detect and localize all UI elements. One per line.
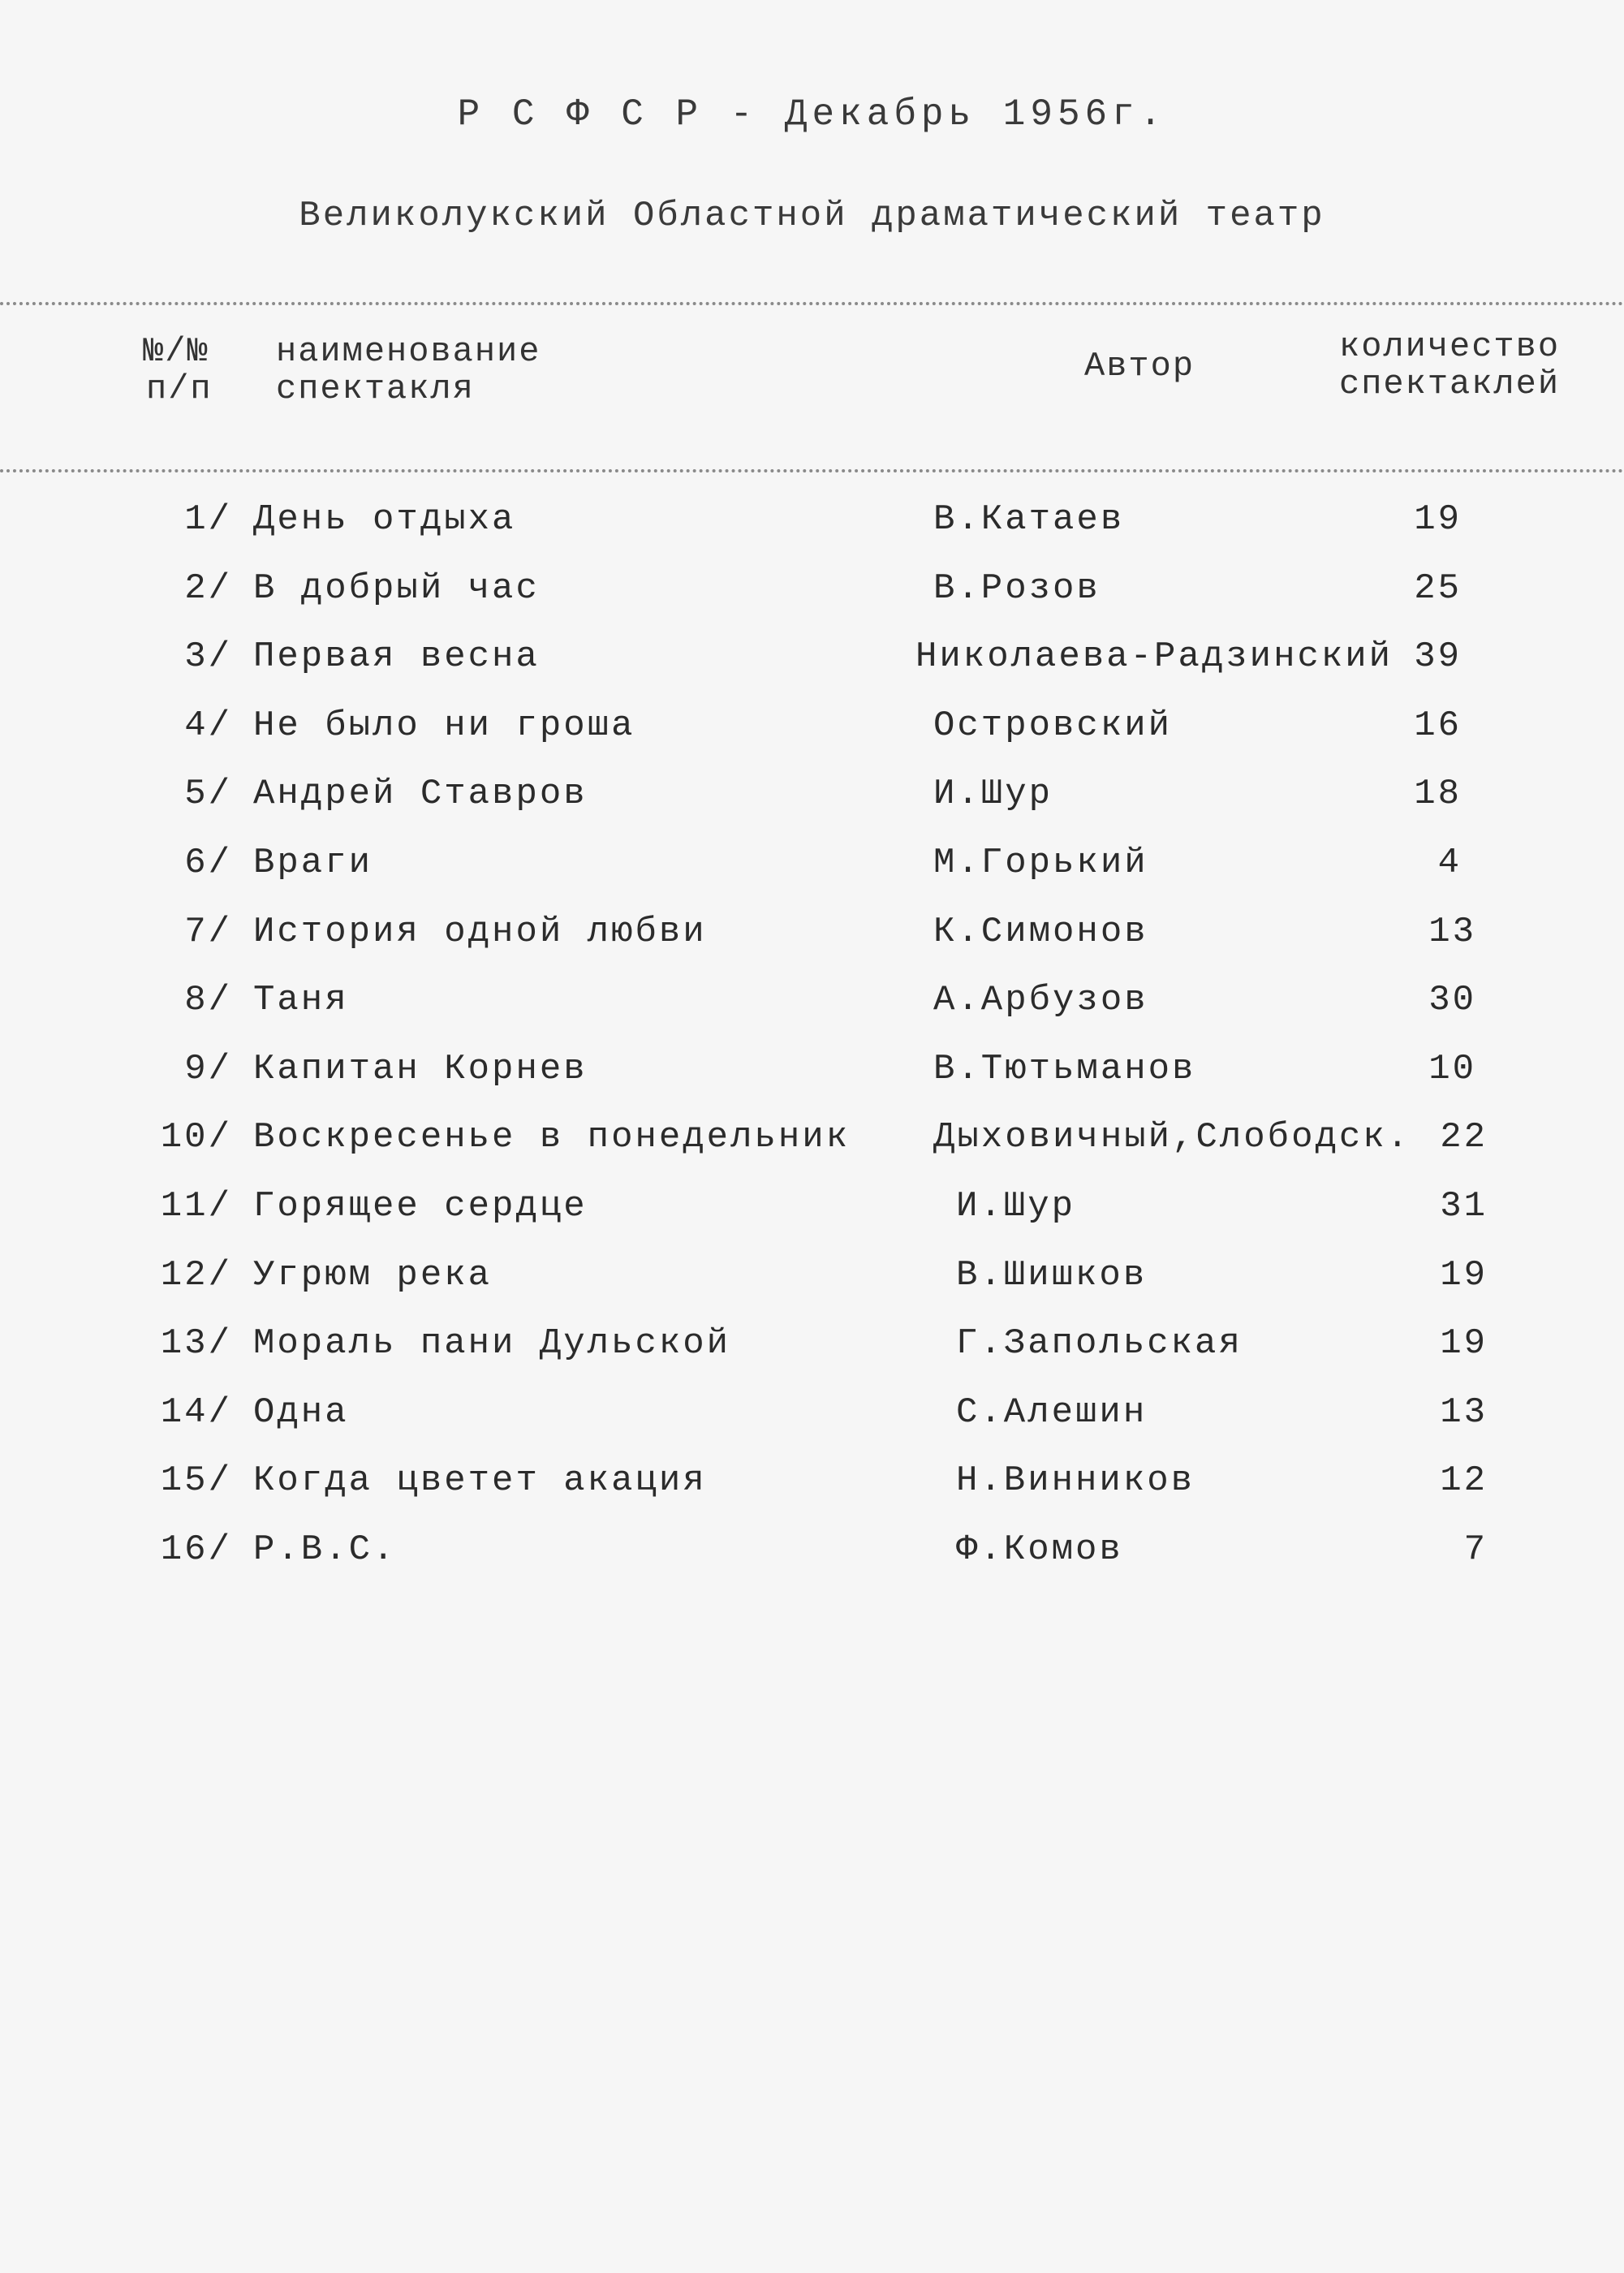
- table-row: [0, 1119, 1624, 1184]
- performance-author: Ф.Комов: [956, 1529, 1123, 1570]
- row-number: 2/: [184, 567, 232, 609]
- performance-author: Г.Запольская: [956, 1323, 1243, 1365]
- table-top-rule: [0, 302, 1624, 305]
- row-number: 14/: [160, 1391, 232, 1433]
- performance-count: 13: [1428, 911, 1476, 952]
- row-number: 7/: [184, 911, 232, 952]
- table-row: [0, 499, 1624, 567]
- table-row: [0, 1048, 1624, 1116]
- performance-count: 4: [1437, 843, 1462, 883]
- row-number: 11/: [160, 1186, 232, 1227]
- performance-title: Угрюм река: [253, 1254, 493, 1296]
- performance-count: 39: [1414, 636, 1462, 678]
- table-row: [0, 1188, 1624, 1253]
- performance-title: Горящее сердце: [253, 1186, 588, 1227]
- performance-title: Враги: [253, 843, 373, 883]
- performance-count: 18: [1414, 774, 1462, 815]
- table-row: [0, 1323, 1624, 1391]
- performance-title: Мораль пани Дульской: [253, 1323, 731, 1365]
- document-title: Р С Ф С Р - Декабрь 1956г.: [457, 93, 1167, 136]
- performance-author: И.Шур: [956, 1186, 1076, 1227]
- performance-author: В.Тютьманов: [933, 1048, 1196, 1089]
- row-number: 3/: [184, 636, 232, 678]
- column-author-label: Автор: [1084, 347, 1195, 386]
- performance-title: В добрый час: [253, 567, 540, 609]
- table-row: [0, 982, 1624, 1047]
- row-number: 1/: [184, 499, 232, 540]
- row-number: 6/: [184, 843, 232, 883]
- performance-count: 25: [1414, 567, 1462, 609]
- performance-count: 10: [1428, 1048, 1476, 1089]
- performance-author: Дыховичный,Слободск.: [933, 1117, 1411, 1158]
- performance-count: 12: [1440, 1460, 1488, 1502]
- performance-title: Первая весна: [253, 636, 540, 678]
- performance-author: Островский: [933, 705, 1173, 746]
- performance-author: А.Арбузов: [933, 980, 1148, 1021]
- table-row: [0, 1460, 1624, 1528]
- column-count-label: количество: [1339, 327, 1561, 366]
- row-number: 5/: [184, 774, 232, 815]
- table-row: [0, 1254, 1624, 1322]
- row-number: 12/: [160, 1254, 232, 1296]
- row-number: 10/: [160, 1117, 232, 1158]
- performance-title: Андрей Ставров: [253, 774, 588, 815]
- table-row: [0, 1529, 1624, 1597]
- performance-author: Николаева-Радзинский: [915, 636, 1394, 678]
- performance-title: Когда цветет акация: [253, 1460, 707, 1502]
- row-number: 9/: [184, 1048, 232, 1089]
- table-row: [0, 776, 1624, 841]
- performance-title: Капитан Корнев: [253, 1048, 588, 1089]
- performance-author: Н.Винников: [956, 1460, 1195, 1502]
- performance-title: Р.В.С.: [253, 1529, 397, 1570]
- row-number: 13/: [160, 1323, 232, 1365]
- performance-author: М.Горький: [933, 843, 1148, 883]
- column-title-sublabel: спектакля: [276, 369, 475, 408]
- performance-count: 31: [1440, 1186, 1488, 1227]
- performance-author: В.Шишков: [956, 1254, 1148, 1296]
- table-row: [0, 845, 1624, 910]
- performance-count: 30: [1428, 980, 1476, 1021]
- column-title-label: наименование: [276, 332, 541, 371]
- performance-count: 19: [1414, 499, 1462, 540]
- row-number: 15/: [160, 1460, 232, 1502]
- table-row: [0, 567, 1624, 636]
- performance-title: Одна: [253, 1391, 349, 1433]
- performance-author: К.Симонов: [933, 911, 1148, 952]
- performance-count: 19: [1440, 1323, 1488, 1365]
- row-number: 8/: [184, 980, 232, 1021]
- performance-count: 22: [1440, 1117, 1488, 1158]
- performance-author: В.Розов: [933, 567, 1101, 609]
- row-number: 16/: [160, 1529, 232, 1570]
- performance-count: 13: [1440, 1391, 1488, 1433]
- theatre-name: Великолукский Областной драматический театр: [299, 196, 1325, 236]
- performance-title: Воскресенье в понедельник: [253, 1117, 851, 1158]
- table-row: [0, 1391, 1624, 1460]
- column-number-sublabel: п/п: [146, 369, 213, 408]
- table-row: [0, 705, 1624, 773]
- performance-title: Не было ни гроша: [253, 705, 635, 746]
- table-row: [0, 636, 1624, 704]
- performance-title: Таня: [253, 980, 349, 1021]
- column-count-sublabel: спектаклей: [1339, 364, 1561, 403]
- performance-author: В.Катаев: [933, 499, 1125, 540]
- column-number-label: №/№: [143, 332, 209, 371]
- performance-count: 19: [1440, 1254, 1488, 1296]
- performance-count: 16: [1414, 705, 1462, 746]
- performance-author: С.Алешин: [956, 1391, 1148, 1433]
- table-row: [0, 911, 1624, 979]
- performance-title: История одной любви: [253, 911, 707, 952]
- performance-author: И.Шур: [933, 774, 1053, 815]
- row-number: 4/: [184, 705, 232, 746]
- table-header-rule: [0, 469, 1624, 472]
- performance-title: День отдыха: [253, 499, 516, 540]
- performance-count: 7: [1463, 1529, 1488, 1570]
